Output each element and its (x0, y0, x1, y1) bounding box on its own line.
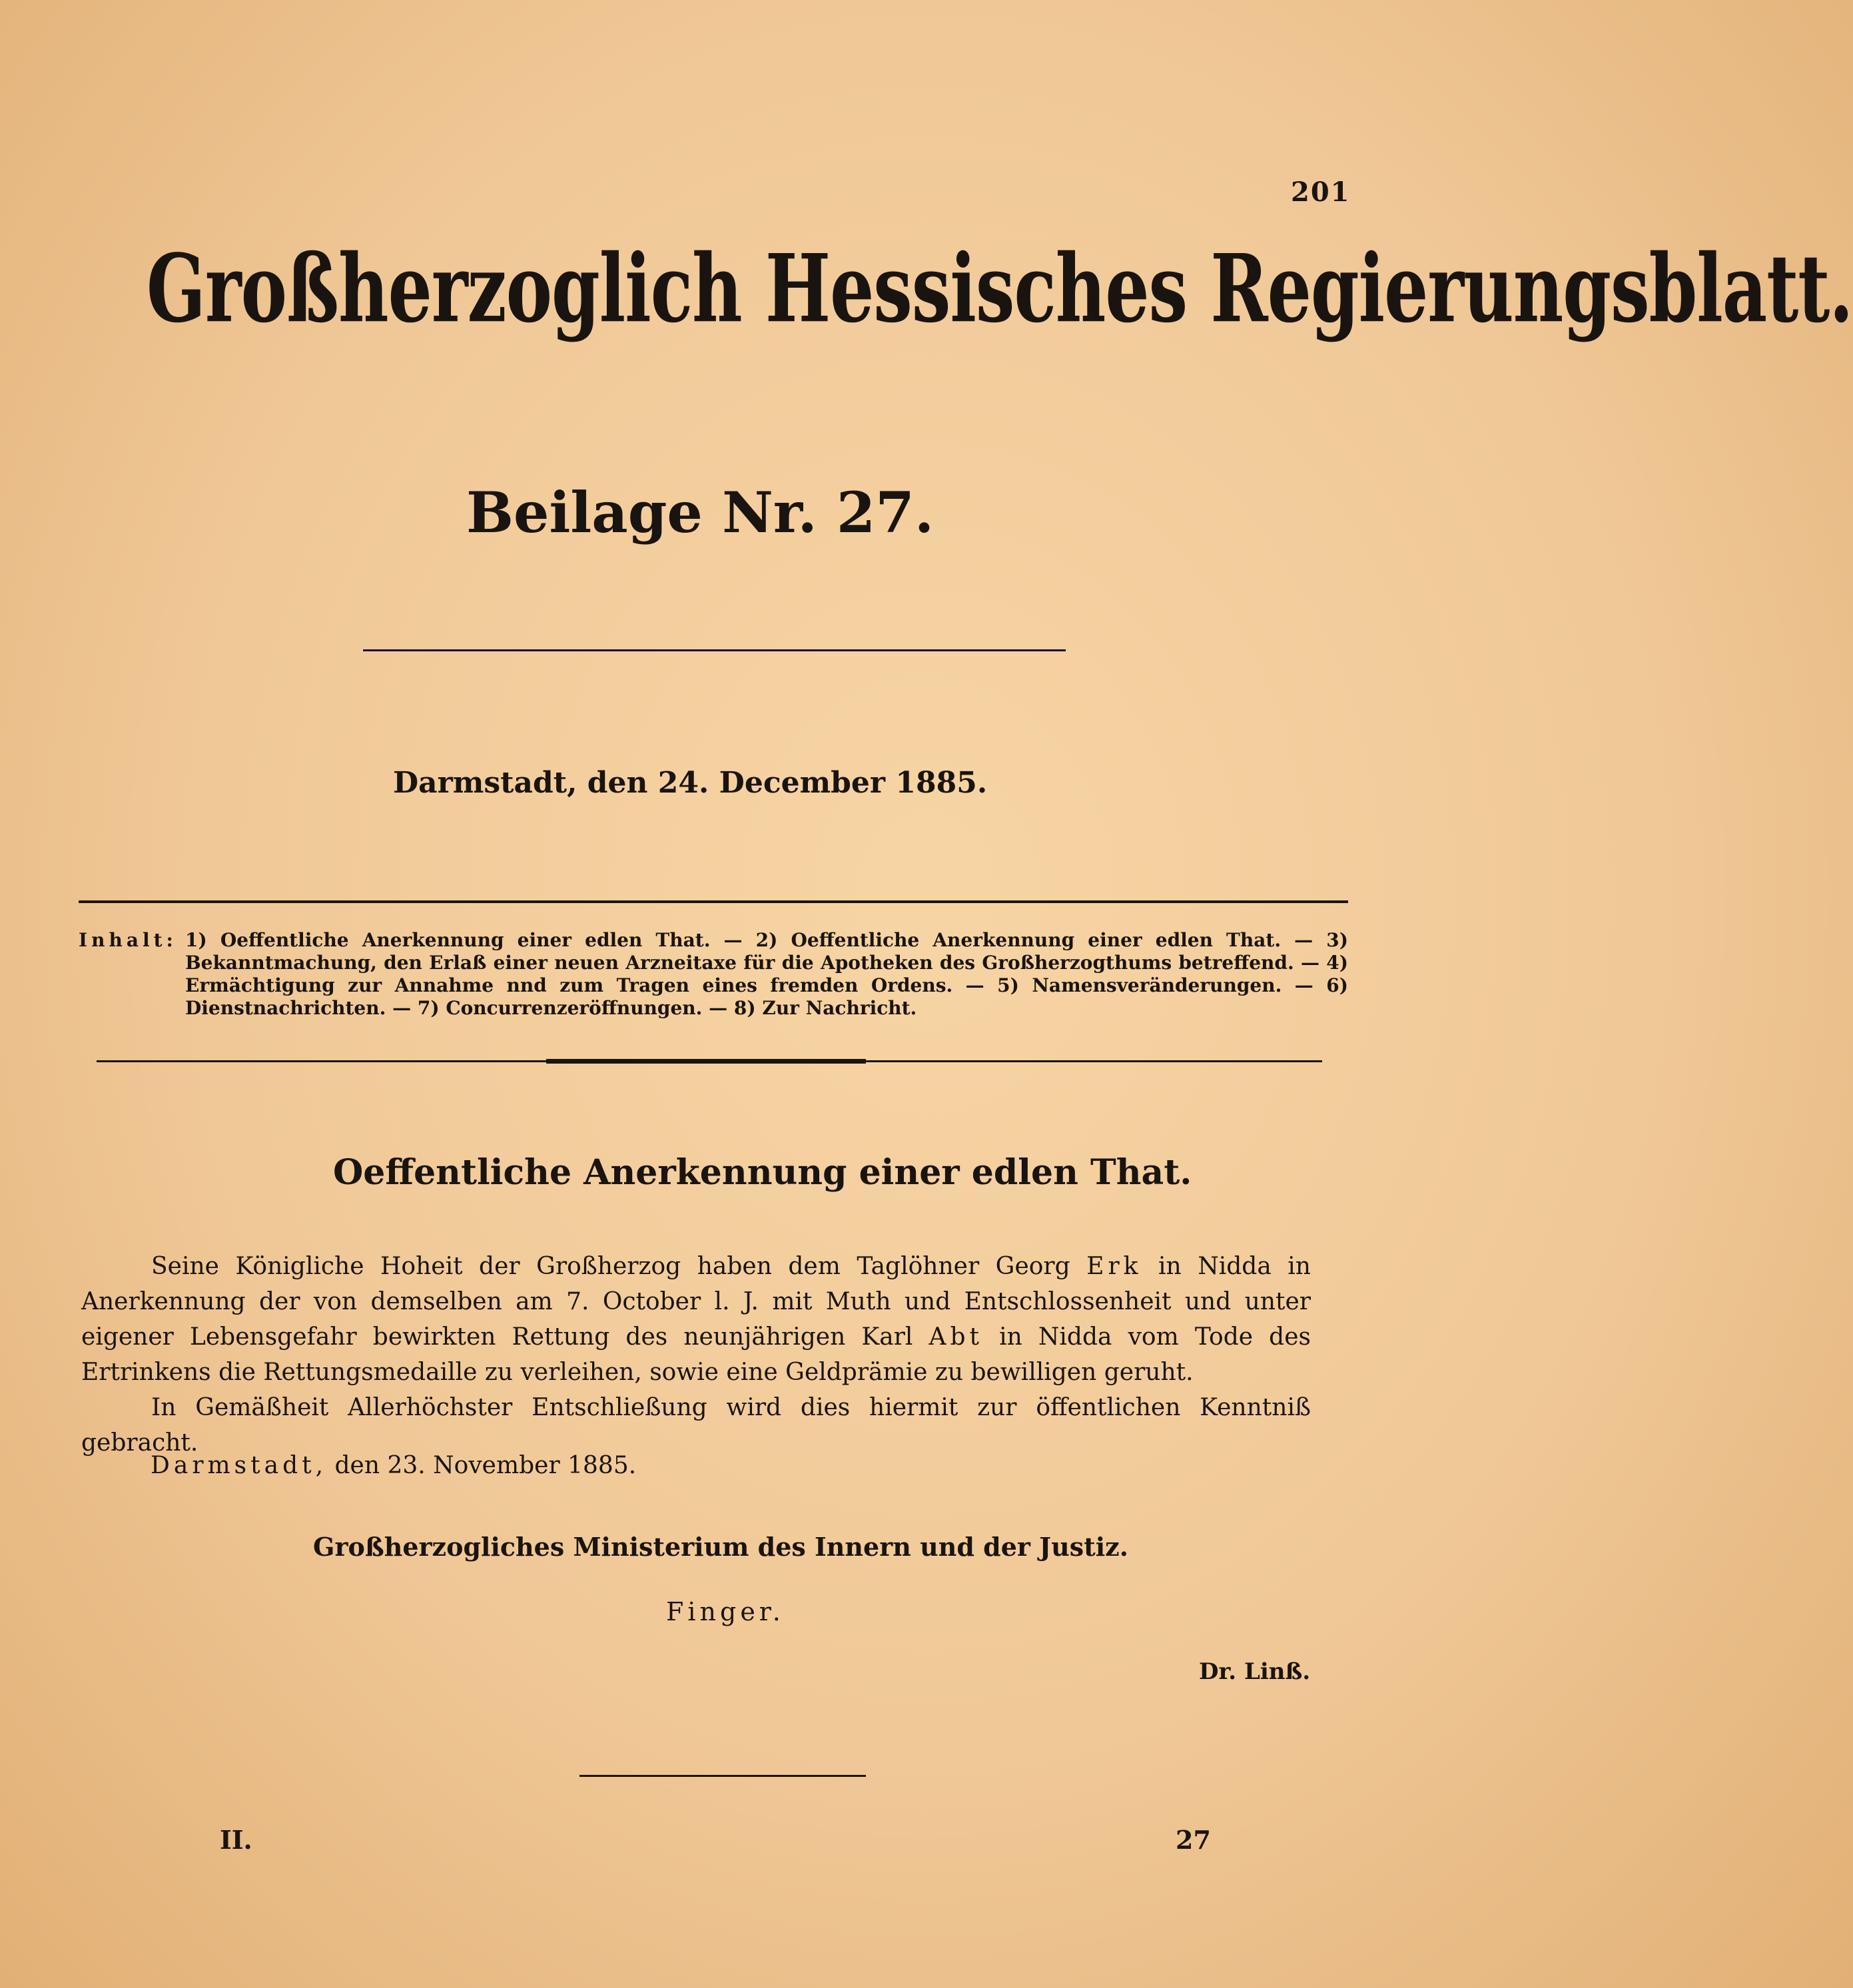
article-body (81, 1249, 1311, 1461)
supplement-number: Beilage Nr. 27. (466, 480, 934, 545)
issue-dateline: Darmstadt, den 24. December 1885. (393, 766, 988, 800)
masthead-title: Großherzoglich Hessisches Regierungsblatt. (147, 233, 1853, 344)
sheet-marker: II. (220, 1825, 252, 1855)
divider-ornament (546, 1059, 866, 1064)
paragraph-text: in Nidda vom Tode des Ertrinkens die Rettungsmedaille zu verleihen, sowie eine Geldprämie zu bewilligen geruht. (81, 1323, 1311, 1386)
divider (79, 900, 1348, 903)
issue-number: 27 (1176, 1825, 1211, 1855)
person-name: Erk (1086, 1253, 1142, 1280)
article-paragraph: In Gemäßheit Allerhöchster Entschließung wird dies hiermit zur öffentlichen Kenntniß gebracht. (81, 1394, 1311, 1457)
paragraph-text: in Nidda in Anerkennung der von demselben am 7. October l. J. mit Muth und Entschlossenheit und unter eigener Lebensgefahr bewirkten Rettung des neunjährigen Karl (81, 1253, 1311, 1351)
paragraph-text: Seine Königliche Hoheit der Großherzog haben dem Taglöhner Georg (151, 1253, 1070, 1280)
date-text: den 23. November 1885. (334, 1452, 637, 1479)
table-of-contents (79, 929, 1348, 1020)
ministry-name: Großherzogliches Ministerium des Innern und der Justiz. (313, 1532, 1128, 1562)
place-name: Darmstadt, (151, 1452, 328, 1479)
article-date (151, 1452, 636, 1479)
countersignature-name: Dr. Linß. (1199, 1658, 1311, 1685)
contents-text: 1) Oeffentliche Anerkennung einer edlen That. — 2) Oeffentliche Anerkennung einer edlen That. — 3) Bekanntmachung, den Erlaß einer neuen Arzneitaxe für die Apotheken des Großherzogthums betreffend. — 4) Ermächtigung zur Annahme nnd zum Tragen eines fremden Ordens. — 5) Namensveränderungen. — 6) Dienstnachrichten. — 7) Concurrenzeröffnungen. — 8) Zur Nachricht. (185, 929, 1348, 1019)
signature-name: Finger. (666, 1597, 785, 1626)
page-number: 201 (1291, 176, 1351, 208)
article-title: Oeffentliche Anerkennung einer edlen That. (333, 1152, 1192, 1193)
person-name: Abt (928, 1323, 984, 1351)
divider (363, 649, 1066, 651)
article-paragraph (81, 1249, 1311, 1390)
contents-label: Inhalt: (79, 929, 177, 951)
divider (579, 1775, 866, 1777)
